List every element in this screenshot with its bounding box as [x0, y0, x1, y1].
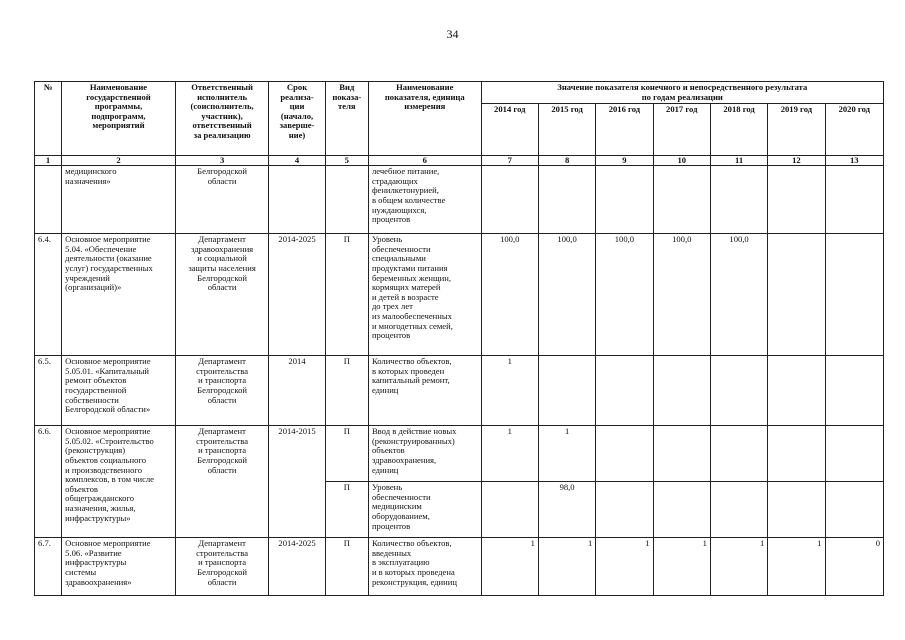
row-number: [35, 166, 62, 234]
indicator-name: Количество объектов, введенных в эксплуатацию и в которых проведена реконструкция, единиц: [368, 538, 481, 596]
header-year: 2015 год: [538, 104, 595, 156]
value-cell: [653, 356, 710, 426]
header-no: №: [35, 82, 62, 156]
responsible: Департамент строительства и транспорта Белгородской области: [175, 356, 269, 426]
responsible: Департамент строительства и транспорта Белгородской области: [175, 426, 269, 538]
responsible: Департамент строительства и транспорта Белгородской области: [175, 538, 269, 596]
value-cell: [768, 426, 825, 482]
indicator-type: П: [325, 234, 368, 356]
value-cell: 1: [710, 538, 767, 596]
header-year: 2014 год: [481, 104, 538, 156]
value-cell: [596, 166, 653, 234]
column-number: 13: [825, 156, 883, 166]
term: 2014-2025: [269, 234, 325, 356]
results-table: [34, 81, 884, 596]
measure-name: Основное мероприятие 5.05.01. «Капитальный ремонт объектов государственной собственности Белгородской области»: [62, 356, 176, 426]
column-number: 7: [481, 156, 538, 166]
header-name: Наименование государственной программы, подпрограмм, мероприятий: [62, 82, 176, 156]
column-number: 8: [538, 156, 595, 166]
row-number: 6.4.: [35, 234, 62, 356]
value-cell: [825, 234, 883, 356]
indicator-name: Ввод в действие новых (реконструированных) объектов здравоохранения, единиц: [368, 426, 481, 482]
indicator-name: Количество объектов, в которых проведен капитальный ремонт, единиц: [368, 356, 481, 426]
value-cell: [710, 482, 767, 538]
column-number: 12: [768, 156, 825, 166]
value-cell: 98,0: [538, 482, 595, 538]
column-number: 2: [62, 156, 176, 166]
measure-name: Основное мероприятие 5.04. «Обеспечение деятельности (оказание услуг) государственных учреждений (организаций)»: [62, 234, 176, 356]
indicator-type: П: [325, 356, 368, 426]
header-term: Срок реализа- ции (начало, заверше- ние): [269, 82, 325, 156]
column-number: 9: [596, 156, 653, 166]
value-cell: [768, 166, 825, 234]
table-row: [35, 356, 884, 426]
value-cell: [825, 166, 883, 234]
value-cell: 1: [768, 538, 825, 596]
header-responsible: Ответственный исполнитель (соисполнитель, участник), ответственный за реализацию: [175, 82, 269, 156]
header-year: 2017 год: [653, 104, 710, 156]
value-cell: 1: [596, 538, 653, 596]
value-cell: [710, 356, 767, 426]
term: 2014: [269, 356, 325, 426]
row-number: 6.7.: [35, 538, 62, 596]
indicator-type: П: [325, 538, 368, 596]
row-number: 6.6.: [35, 426, 62, 538]
header-year: 2020 год: [825, 104, 883, 156]
column-number: 1: [35, 156, 62, 166]
responsible: Белгородской области: [175, 166, 269, 234]
value-cell: [596, 356, 653, 426]
value-cell: 1: [481, 356, 538, 426]
column-number: 10: [653, 156, 710, 166]
value-cell: [768, 356, 825, 426]
measure-name: Основное мероприятие 5.06. «Развитие инфраструктуры системы здравоохранения»: [62, 538, 176, 596]
value-cell: [825, 482, 883, 538]
responsible: Департамент здравоохранения и социальной защиты населения Белгородской области: [175, 234, 269, 356]
value-cell: 1: [481, 538, 538, 596]
column-number: 6: [368, 156, 481, 166]
table-row: [35, 538, 884, 596]
column-number: 5: [325, 156, 368, 166]
table-row: [35, 426, 884, 482]
value-cell: [596, 482, 653, 538]
value-cell: [710, 166, 767, 234]
value-cell: [825, 356, 883, 426]
value-cell: 100,0: [538, 234, 595, 356]
value-cell: [538, 166, 595, 234]
table-row: [35, 234, 884, 356]
row-number: 6.5.: [35, 356, 62, 426]
value-cell: 100,0: [481, 234, 538, 356]
indicator-name: лечебное питание, страдающих фенилкетонурией, в общем количестве нуждающихся, процентов: [368, 166, 481, 234]
column-number: 3: [175, 156, 269, 166]
column-number: 11: [710, 156, 767, 166]
value-cell: [653, 166, 710, 234]
indicator-type: П: [325, 426, 368, 482]
value-cell: 1: [538, 538, 595, 596]
term: 2014-2025: [269, 538, 325, 596]
value-cell: [653, 482, 710, 538]
table-row: [35, 166, 884, 234]
header-values: Значение показателя конечного и непосредственного результата по годам реализации: [481, 82, 883, 104]
header-type: Вид показа- теля: [325, 82, 368, 156]
value-cell: 1: [481, 426, 538, 482]
column-number: 4: [269, 156, 325, 166]
value-cell: [653, 426, 710, 482]
value-cell: [768, 234, 825, 356]
indicator-name: Уровень обеспеченности медицинским оборудованием, процентов: [368, 482, 481, 538]
header-year: 2016 год: [596, 104, 653, 156]
value-cell: [596, 426, 653, 482]
term: [269, 166, 325, 234]
header-year: 2019 год: [768, 104, 825, 156]
header-indicator: Наименование показателя, единица измерения: [368, 82, 481, 156]
value-cell: [481, 482, 538, 538]
value-cell: 1: [538, 426, 595, 482]
value-cell: [538, 356, 595, 426]
indicator-name: Уровень обеспеченности специальными продуктами питания беременных женщин, кормящих матерей и детей в возрасте до трех лет из малообеспеченных и многодетных семей, процентов: [368, 234, 481, 356]
value-cell: [481, 166, 538, 234]
value-cell: [710, 426, 767, 482]
value-cell: 0: [825, 538, 883, 596]
value-cell: [825, 426, 883, 482]
value-cell: 100,0: [596, 234, 653, 356]
indicator-type: [325, 166, 368, 234]
value-cell: 100,0: [653, 234, 710, 356]
page-number: 34: [446, 27, 459, 41]
indicator-type: П: [325, 482, 368, 538]
value-cell: 1: [653, 538, 710, 596]
value-cell: [768, 482, 825, 538]
term: 2014-2015: [269, 426, 325, 538]
measure-name: медицинского назначения»: [62, 166, 176, 234]
header-year: 2018 год: [710, 104, 767, 156]
value-cell: 100,0: [710, 234, 767, 356]
measure-name: Основное мероприятие 5.05.02. «Строительство (реконструкция) объектов социального и производственного комплексов, в том числе объектов общегражданского назначения, жилья, инфраструктуры»: [62, 426, 176, 538]
